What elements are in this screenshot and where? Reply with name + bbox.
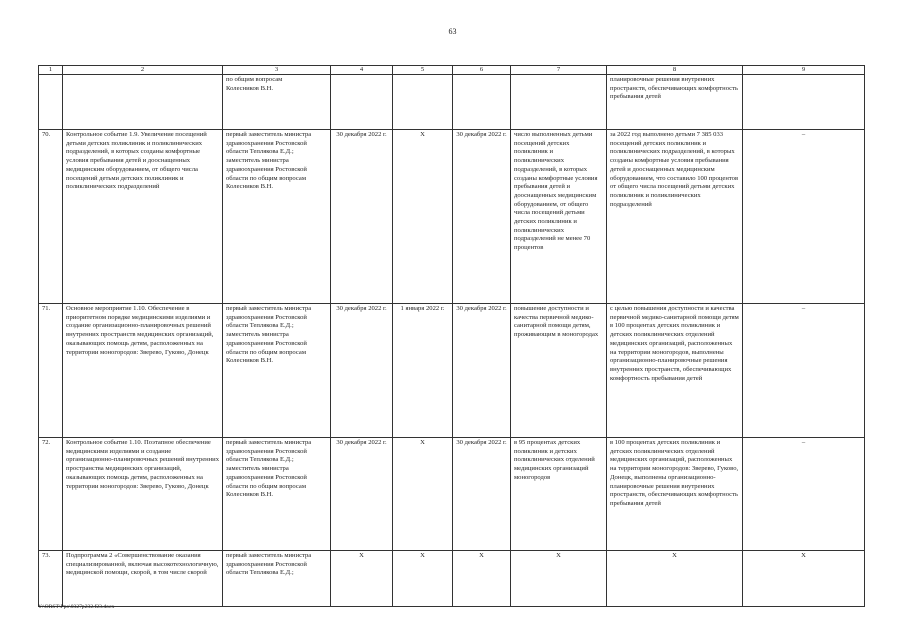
- col-header-5: 5: [393, 66, 453, 75]
- result-cell: с целью повышения доступности и качества первичной медико-санитарной помощи детям в 100 процентах детских поликлиник и детских поликлинических отделений медицинских организаций, расположенных на территории моногородов, выполнены организационно-планировочные решения внутренних пространств, обеспечивающих комфортность пребывания детей: [607, 304, 743, 438]
- page-number: 63: [448, 27, 457, 36]
- plan-date-cell: [331, 75, 393, 130]
- start-date-cell: X: [393, 130, 453, 304]
- file-path-footer: Y:\ORST\Ppo\0327p232.f23.docx: [38, 604, 115, 610]
- responsible-cell: первый заместитель министра здравоохранения Ростовской области Теплякова Е.Д.;: [223, 551, 331, 607]
- col-header-1: 1: [39, 66, 63, 75]
- event-cell: Основное мероприятие 1.10. Обеспечение в приоритетном порядке медицинскими изделиями и создание организационно-планировочных решений внутренних пространств медицинских организаций, оказывающих помощь детям, расположенных на территории моногородов: Зверево, Гуково, Донецк: [63, 304, 223, 438]
- note-cell: [743, 75, 865, 130]
- table-row: [39, 438, 865, 551]
- indicator-cell: в 95 процентах детских поликлиник и детских поликлинических отделений медицинских организаций моногородов: [511, 438, 607, 551]
- start-date-cell: X: [393, 438, 453, 551]
- table-row: [39, 75, 865, 130]
- col-header-2: 2: [63, 66, 223, 75]
- row-number: 72.: [39, 438, 63, 551]
- responsible-cell: первый заместитель министра здравоохранения Ростовской области Теплякова Е.Д.; заместитель министра здравоохранения Ростовской области по общим вопросам Колесников В.Н.: [223, 304, 331, 438]
- col-header-4: 4: [331, 66, 393, 75]
- row-number: 70.: [39, 130, 63, 304]
- start-date-cell: X: [393, 551, 453, 607]
- result-cell: за 2022 год выполнено детьми 7 385 033 посещений детских поликлиник и поликлинических подразделений, в которых созданы комфортные условия пребывания детей и дооснащенных медицинским оборудованием, что составило 100 процентов от общего числа посещений детьми детских поликлиник и поликлинических подразделений: [607, 130, 743, 304]
- indicator-cell: число выполненных детьми посещений детских поликлиник и поликлинических подразделений, в которых созданы комфортные условия пребывания детей и дооснащенных медицинским оборудованием, от общего числа посещений детьми детских поликлиник и поликлинических подразделений не менее 70 процентов: [511, 130, 607, 304]
- responsible-cell: по общим вопросам Колесников В.Н.: [223, 75, 331, 130]
- col-header-6: 6: [453, 66, 511, 75]
- table-row: [39, 130, 865, 304]
- col-header-7: 7: [511, 66, 607, 75]
- indicator-cell: X: [511, 551, 607, 607]
- indicator-cell: повышение доступности и качества первичной медико-санитарной помощи детям, проживающим в моногородах: [511, 304, 607, 438]
- note-cell: X: [743, 551, 865, 607]
- note-cell: –: [743, 130, 865, 304]
- plan-date-cell: 30 декабря 2022 г.: [331, 304, 393, 438]
- note-cell: –: [743, 438, 865, 551]
- indicator-cell: [511, 75, 607, 130]
- table-row: [39, 551, 865, 607]
- start-date-cell: [393, 75, 453, 130]
- result-cell: в 100 процентах детских поликлиник и детских поликлинических отделений медицинских организаций, расположенных на территории моногородов: Зверево, Гуково, Донецк, выполнены организационно-планировочные решения внутренних пространств, обеспечивающих комфортность пребывания детей: [607, 438, 743, 551]
- row-number: 71.: [39, 304, 63, 438]
- end-date-cell: 30 декабря 2022 г.: [453, 438, 511, 551]
- end-date-cell: 30 декабря 2022 г.: [453, 130, 511, 304]
- row-number: [39, 75, 63, 130]
- col-header-3: 3: [223, 66, 331, 75]
- result-cell: X: [607, 551, 743, 607]
- plan-date-cell: 30 декабря 2022 г.: [331, 130, 393, 304]
- start-date-cell: 1 января 2022 г.: [393, 304, 453, 438]
- plan-date-cell: 30 декабря 2022 г.: [331, 438, 393, 551]
- end-date-cell: 30 декабря 2022 г.: [453, 304, 511, 438]
- responsible-cell: первый заместитель министра здравоохранения Ростовской области Теплякова Е.Д.; заместитель министра здравоохранения Ростовской области по общим вопросам Колесников В.Н.: [223, 438, 331, 551]
- col-header-8: 8: [607, 66, 743, 75]
- note-cell: –: [743, 304, 865, 438]
- end-date-cell: [453, 75, 511, 130]
- plan-date-cell: X: [331, 551, 393, 607]
- table-row: [39, 304, 865, 438]
- event-cell: [63, 75, 223, 130]
- responsible-cell: первый заместитель министра здравоохранения Ростовской области Теплякова Е.Д.; заместитель министра здравоохранения Ростовской области по общим вопросам Колесников В.Н.: [223, 130, 331, 304]
- event-cell: Подпрограмма 2 «Совершенствование оказания специализированной, включая высокотехнологичную, медицинской помощи, скорой, в том числе скорой: [63, 551, 223, 607]
- event-cell: Контрольное событие 1.9. Увеличение посещений детьми детских поликлиник и поликлинических подразделений, в которых созданы комфортные условия пребывания детей и дооснащенных медицинским оборудованием, от общего числа посещений детьми детских поликлиник и поликлинических подразделений: [63, 130, 223, 304]
- row-number: 73.: [39, 551, 63, 607]
- header-row: [39, 66, 865, 75]
- result-cell: планировочные решения внутренних пространств, обеспечивающих комфортность пребывания детей: [607, 75, 743, 130]
- report-table: [38, 65, 865, 607]
- event-cell: Контрольное событие 1.10. Поэтапное обеспечение медицинскими изделиями и создание организационно-планировочных решений внутренних пространства медицинских организаций, оказывающих помощь детям, расположенных на территории моногородов: Зверево, Гуково, Донецк: [63, 438, 223, 551]
- col-header-9: 9: [743, 66, 865, 75]
- end-date-cell: X: [453, 551, 511, 607]
